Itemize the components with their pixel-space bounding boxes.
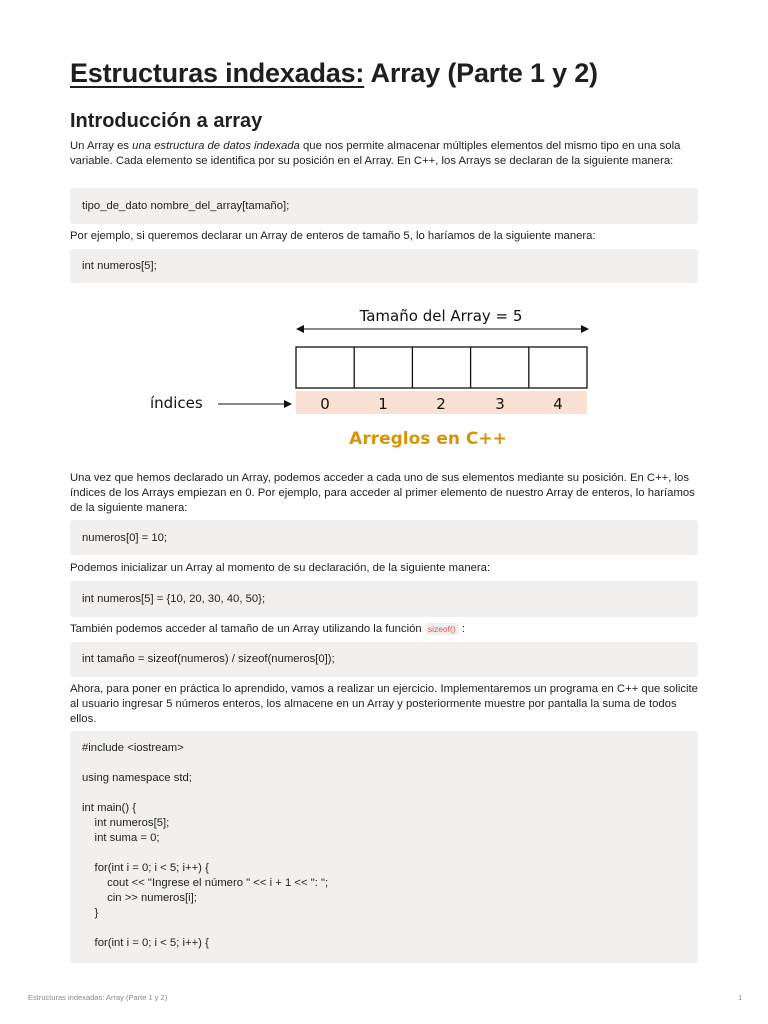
code-block-example	[70, 249, 698, 283]
section-heading: Introducción a array	[70, 110, 263, 132]
code-line: int numeros[5];	[82, 260, 157, 272]
code-line: cout << "Ingrese el número " << i + 1 << ": ";	[82, 877, 329, 889]
code-line: tipo_de_dato nombre_del_array[tamaño];	[82, 200, 290, 212]
size-label: Tamaño del Array = 5	[359, 307, 523, 325]
code-line	[82, 846, 686, 861]
code-line	[82, 786, 686, 801]
code-line: for(int i = 0; i < 5; i++) {	[82, 937, 209, 949]
code-line: int numeros[5] = {10, 20, 30, 40, 50};	[82, 593, 266, 605]
page-number: 1	[738, 993, 743, 1002]
code-block-access	[70, 520, 698, 555]
code-line: }	[82, 907, 99, 919]
code-line: int main() {	[82, 802, 136, 814]
code-line: numeros[0] = 10;	[82, 532, 168, 544]
diagram-caption: Arreglos en C++	[349, 429, 507, 449]
title-rest: Array (Parte 1 y 2)	[364, 58, 598, 88]
code-block-program	[70, 731, 698, 963]
sizeof-paragraph	[70, 622, 698, 637]
title-underlined: Estructuras indexadas:	[70, 58, 365, 88]
code-line	[82, 756, 686, 771]
init-paragraph: Podemos inicializar un Array al momento de su declaración, de la siguiente manera:	[70, 562, 491, 574]
code-line: #include <iostream>	[82, 742, 184, 754]
array-cell-frame	[296, 347, 587, 388]
code-line	[82, 921, 686, 936]
inline-code-sizeof: sizeof()	[425, 623, 459, 635]
code-line: int tamaño = sizeof(numeros) / sizeof(numeros[0]);	[82, 653, 335, 665]
exercise-paragraph: Ahora, para poner en práctica lo aprendido, vamos a realizar un ejercicio. Implementaremos un programa en C++ que solicite al usuario ingresar 5 números enteros, los almacene en un Array y posteriormente muestre por pantalla la suma de todos ellos.	[70, 683, 698, 725]
indices-label: índices	[150, 394, 203, 412]
sizeof-pre: También podemos acceder al tamaño de un Array utilizando la función	[70, 623, 425, 635]
code-line: for(int i = 0; i < 5; i++) {	[82, 862, 209, 874]
page-title	[70, 58, 598, 89]
intro-paragraph	[70, 139, 698, 169]
index-value: 0	[320, 395, 330, 413]
array-diagram	[70, 300, 698, 460]
page-footer: Estructuras indexadas: Array (Parte 1 y 2)	[28, 993, 168, 1002]
code-line: using namespace std;	[82, 772, 192, 784]
code-line: cin >> numeros[i];	[82, 892, 197, 904]
code-line: int suma = 0;	[82, 832, 160, 844]
index-value: 1	[378, 395, 388, 413]
index-value: 4	[553, 395, 563, 413]
intro-italic: una estructura de datos indexada	[132, 140, 300, 152]
array-cells	[296, 347, 587, 388]
intro-pre: Un Array es	[70, 140, 133, 152]
code-block-declaration	[70, 188, 698, 224]
code-block-sizeof	[70, 642, 698, 677]
intro-post: que nos permite almacenar múltiples elementos del mismo tipo en una sola variable. Cada elemento se identifica por su posición en el Array. En C++, los Arrays se declaran de la siguiente manera:	[70, 140, 681, 167]
code-block-init	[70, 581, 698, 617]
example-paragraph: Por ejemplo, si queremos declarar un Array de enteros de tamaño 5, lo haríamos de la siguiente manera:	[70, 230, 596, 242]
access-paragraph: Una vez que hemos declarado un Array, podemos acceder a cada uno de sus elementos mediante su posición. En C++, los índices de los Arrays empiezan en 0. Por ejemplo, para acceder al primer elemento de nuestro Array de enteros, lo haríamos de la siguiente manera:	[70, 472, 695, 514]
index-value: 2	[436, 395, 446, 413]
code-line: int numeros[5];	[82, 817, 170, 829]
sizeof-post: :	[458, 623, 465, 635]
index-value: 3	[495, 395, 505, 413]
